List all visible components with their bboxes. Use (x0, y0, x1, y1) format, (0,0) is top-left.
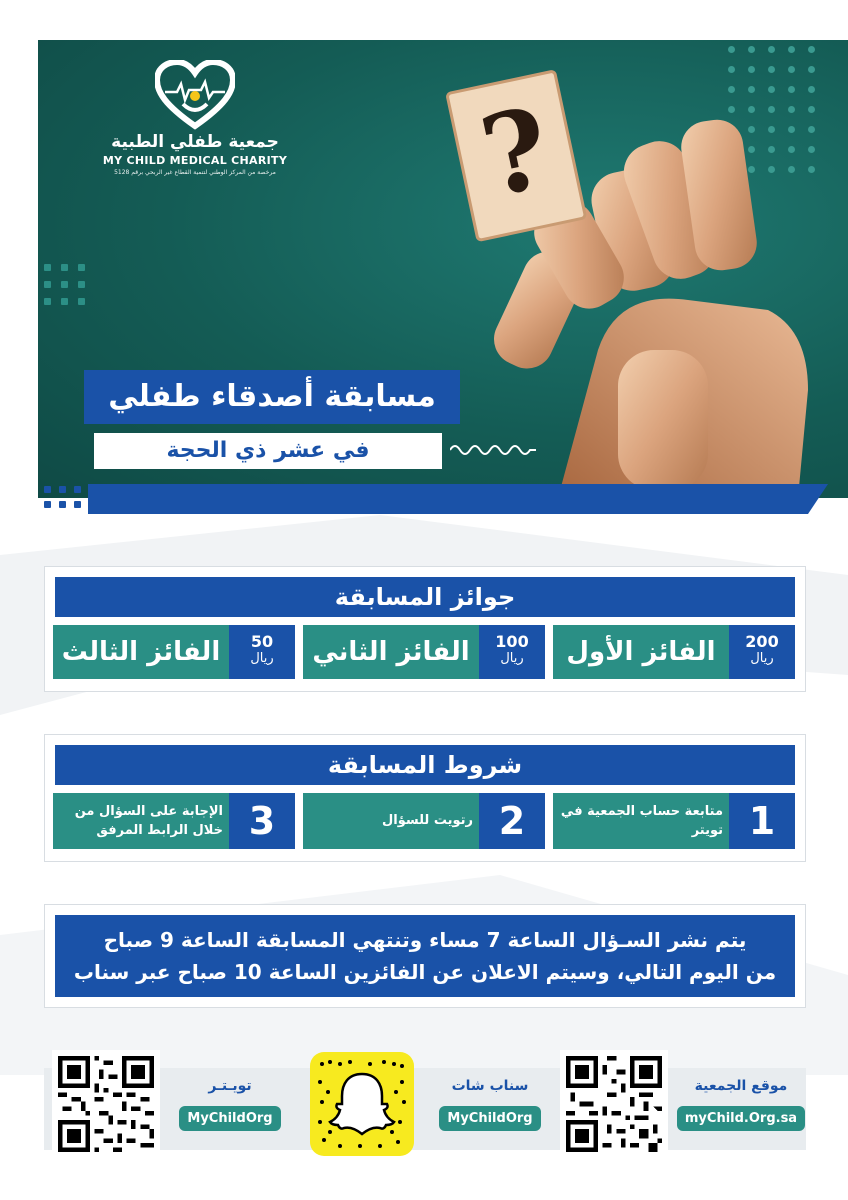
prize-name: الفائز الثاني (312, 637, 470, 667)
prize-currency: ريال (500, 651, 524, 666)
wave-decoration-icon (450, 440, 536, 460)
snapchat-handle[interactable]: MyChildOrg (439, 1106, 540, 1131)
condition-text: متابعة حساب الجمعية في تويتر (560, 803, 723, 838)
condition-text: الإجابة على السؤال من خلال الرابط المرفق (74, 803, 223, 838)
schedule-note-panel (44, 904, 806, 1008)
prizes-title: جوائز المسابقة (55, 577, 795, 617)
competition-subtitle: في عشر ذي الحجة (94, 433, 442, 469)
twitter-qr-code[interactable] (52, 1050, 160, 1158)
twitter-handle[interactable]: MyChildOrg (179, 1106, 280, 1131)
prizes-panel (44, 566, 806, 692)
condition-3 (53, 793, 295, 849)
competition-title: مسابقة أصدقاء طفلي (84, 370, 460, 424)
website-qr-code[interactable] (560, 1050, 668, 1158)
condition-text: رتويت للسؤال (382, 813, 473, 829)
heart-logo-icon (155, 60, 235, 130)
prize-amount-box (229, 625, 295, 679)
twitter-label: تويـتـر (208, 1078, 252, 1094)
wooden-hand-question-illustration (388, 50, 848, 498)
prize-name: الفائز الأول (566, 637, 716, 667)
charity-logo (90, 60, 300, 176)
condition-number: 2 (479, 793, 545, 849)
dot-pattern-bottom-left (44, 486, 81, 508)
prize-amount: 50 (250, 632, 274, 651)
svg-text:?: ? (470, 82, 561, 223)
org-license: مرخصة من المركز الوطني لتنمية القطاع غير الربحي برقم 5128 (114, 169, 276, 176)
snapchat-snapcode[interactable] (310, 1052, 414, 1156)
prize-currency: ريال (750, 651, 774, 666)
condition-number: 1 (729, 793, 795, 849)
website-handle[interactable]: myChild.Org.sa (677, 1106, 805, 1131)
note-line-2: من اليوم التالي، وسيتم الاعلان عن الفائزين الساعة 10 صباح عبر سناب (73, 960, 777, 984)
conditions-panel (44, 734, 806, 862)
qr-code-icon (566, 1056, 662, 1152)
hero-banner (38, 40, 848, 498)
org-name-arabic: جمعية طفلي الطبية (111, 132, 279, 152)
website-info (676, 1078, 806, 1131)
condition-1 (553, 793, 795, 849)
prize-amount-box (479, 625, 545, 679)
schedule-note (55, 915, 795, 997)
dot-pattern-left (44, 264, 85, 305)
prize-second (303, 625, 545, 679)
website-label: موقع الجمعية (694, 1078, 788, 1094)
conditions-title: شروط المسابقة (55, 745, 795, 785)
prize-third (53, 625, 295, 679)
org-name-english: MY CHILD MEDICAL CHARITY (102, 154, 288, 167)
prize-currency: ريال (250, 651, 274, 666)
condition-number: 3 (229, 793, 295, 849)
twitter-info (170, 1078, 290, 1131)
snapchat-ghost-icon (310, 1052, 414, 1156)
hero-accent-bar (88, 484, 808, 514)
snapchat-info (430, 1078, 550, 1131)
prize-amount: 200 (745, 632, 779, 651)
prize-amount: 100 (495, 632, 529, 651)
prize-first (553, 625, 795, 679)
qr-code-icon (58, 1056, 154, 1152)
note-line-1: يتم نشر السـؤال الساعة 7 مساء وتنتهي المسابقة الساعة 9 صباح (103, 928, 747, 952)
snapchat-label: سناب شات (451, 1078, 529, 1094)
prize-name: الفائز الثالث (61, 637, 221, 667)
prize-amount-box (729, 625, 795, 679)
condition-2 (303, 793, 545, 849)
